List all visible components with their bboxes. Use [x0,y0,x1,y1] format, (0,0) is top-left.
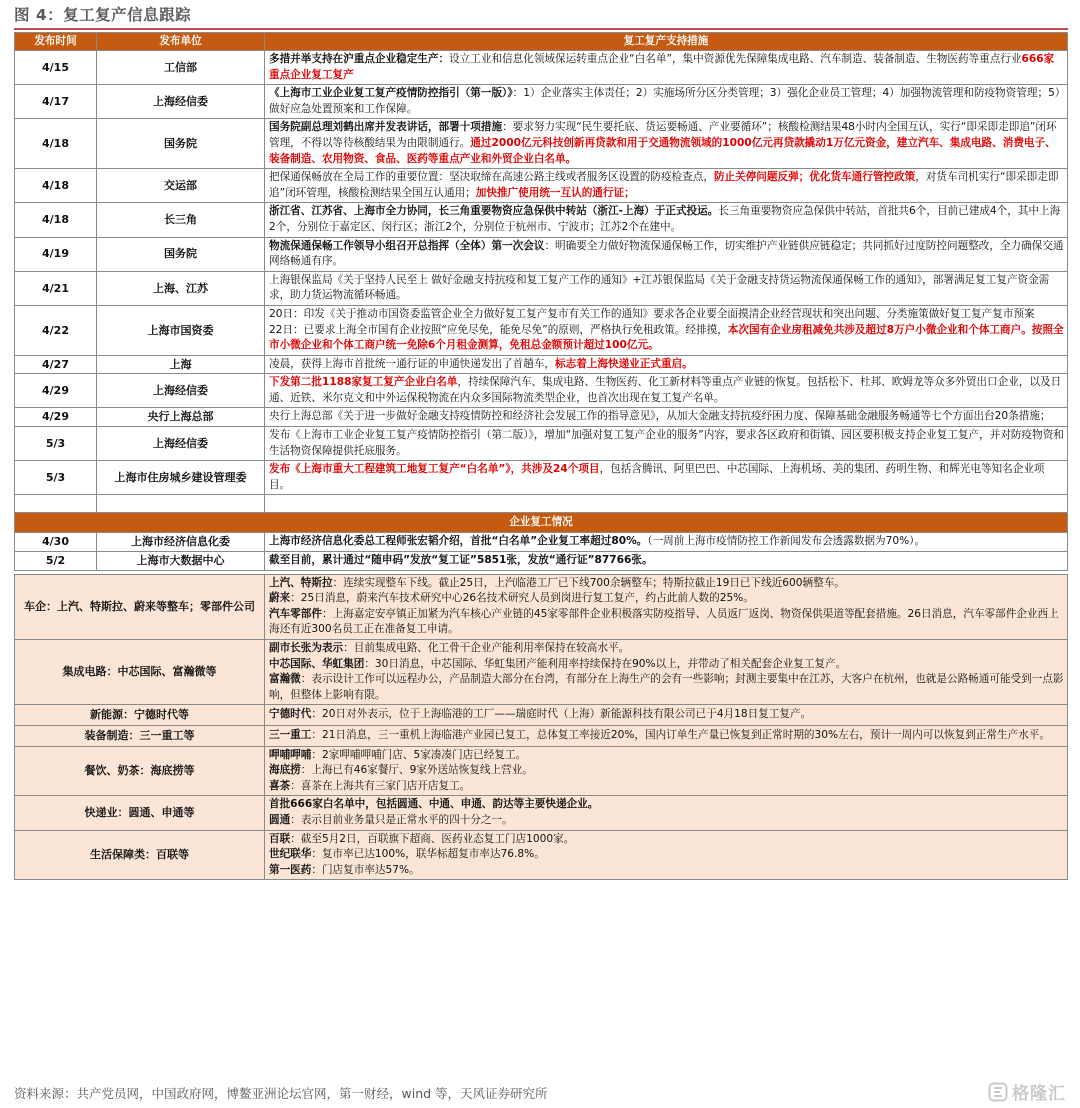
table-row [15,271,1068,305]
sector-line [269,672,1064,703]
date-cell: 4/17 [15,85,97,119]
bold-text: 浙江省、江苏省、上海市全力协同，长三角重要物资应急保供中转站（浙江-上海）于正式投运。 [269,205,719,218]
figure-title: 图 4：复工复产信息跟踪 [14,0,1068,30]
empty-cell [97,495,265,513]
body-text: ：上海嘉定安亭镇正加紧为汽车核心产业链的45家零部件企业积极落实防疫指导、人员返厂返岗、物资保供渠道等配套措施。26日消息，汽车零部件企业西上海还有近300名员工正在准备复工申请。 [269,607,1059,636]
body-text: ：25日消息，蔚来汽车技术研究中心26名技术研究人员到岗进行复工复产，约占此前人数的25%。 [290,592,754,605]
org-cell: 上海经信委 [97,85,265,119]
date-cell: 4/30 [15,533,97,552]
measure-cell [265,119,1068,169]
sector-row [15,574,1068,639]
sector-line [269,591,1064,607]
table-row [15,305,1068,355]
sector-detail [265,746,1068,796]
body-text: ：20日对外表示，位于上海临港的工厂——瑞庭时代（上海）新能源科技有限公司已于4月18日复工复产。 [311,708,812,721]
table-row [15,85,1068,119]
bold-text: 世纪联华 [269,848,312,861]
logo-text: 格隆汇 [1012,1084,1066,1104]
bold-text: 三一重工 [269,728,312,741]
table-row [15,203,1068,237]
highlight-text: 标志着上海快递业正式重启。 [555,357,693,370]
source-note: 资料来源：共产党员网，中国政府网，博鳌亚洲论坛官网，第一财经，wind 等，天风证券研究所 [14,1086,548,1101]
table-row [15,51,1068,85]
measure-cell [265,237,1068,271]
sector-detail [265,725,1068,746]
measure-cell [265,461,1068,495]
sector-detail [265,640,1068,705]
table-row [15,119,1068,169]
body-text: 把保通保畅放在全局工作的重要位置：坚决取缔在高速公路主线或者服务区设置的防疫检查点， [269,171,714,184]
sector-category: 新能源：宁德时代等 [15,705,265,726]
header-measures: 复工复产支持措施 [265,33,1068,51]
bold-text: 蔚来 [269,592,291,605]
org-cell: 长三角 [97,203,265,237]
measure-cell [265,374,1068,408]
body-text: ：要求努力实现“民生要托底、货运要畅通、产业要循环”；核酸检测结果48小时内全国互认，实行“即采即走即追”闭环管理，不得以等待核酸结果为由限制通行。 [269,121,1057,149]
org-cell: 上海经信委 [97,374,265,408]
measure-cell [265,85,1068,119]
table-row [15,552,1068,571]
sector-line [269,797,1064,813]
measure-cell [265,355,1068,374]
logo-icon [988,1082,1008,1102]
bold-text: 呷哺呷哺 [269,748,312,761]
org-cell: 上海市国资委 [97,305,265,355]
date-cell: 4/18 [15,119,97,169]
bold-text: 百联 [269,832,291,845]
org-cell: 上海 [97,355,265,374]
sector-line [269,707,1064,723]
org-cell: 上海、江苏 [97,271,265,305]
sector-detail [265,796,1068,830]
sector-category: 餐饮、奶茶：海底捞等 [15,746,265,796]
measure-cell [265,51,1068,85]
body-text: ，包括含腾讯、阿里巴巴、中芯国际、上海机场、美的集团、药明生物、和辉光电等知名企业项目。 [269,463,1045,491]
highlight-text: 发布《上海市重大工程建筑工地复工复产“白名单”》，共涉及24个项目 [269,463,600,476]
highlight-text: 通过2000亿元科技创新再贷款和用于交通物流领域的1000亿元再贷款撬动1万亿元资金，建立汽车、集成电路、消费电子、装备制造、农用物资、食品、医药等重点产业和外贸企业白名单。 [269,136,1056,165]
body-text: ：门店复市率达57%。 [311,863,420,876]
body-text: ：喜茶在上海共有三家门店开店复工。 [290,779,471,792]
measure-cell [265,305,1068,355]
highlight-text: 加快推广使用统一互认的通行证； [475,186,635,199]
bold-text: 富瀚微 [269,673,301,686]
table-header-row [15,33,1068,51]
date-cell: 4/22 [15,305,97,355]
body-text: ：上海已有46家餐厅、9家外送站恢复线上营业。 [300,764,533,777]
table-row [15,237,1068,271]
sector-line [269,641,1064,657]
empty-row [15,495,1068,513]
highlight-text: 666家重点企业复工复产 [269,53,1055,81]
bold-text: 喜茶 [269,779,291,792]
sector-line [269,863,1064,879]
date-cell: 4/29 [15,408,97,427]
body-text: 央行上海总部《关于进一步做好金融支持疫情防控和经济社会发展工作的指导意见》，从加大金融支持抗疫纾困力度、保障基础金融服务畅通等七个方面出台20条措施； [269,410,1051,423]
date-cell: 5/3 [15,427,97,461]
sector-category: 集成电路：中芯国际、富瀚微等 [15,640,265,705]
org-cell: 国务院 [97,237,265,271]
header-org: 发布单位 [97,33,265,51]
table-row [15,408,1068,427]
highlight-text: 本次国有企业房租减免共涉及超过8万户小微企业和个体工商户。按照全市小微企业和个体工商户统一免除6个月租金测算，免租总金额预计超过100亿元。 [269,323,1064,352]
sector-row [15,725,1068,746]
bold-text: 圆通 [269,813,291,826]
sector-line [269,779,1064,795]
bold-text: 副市长张为表示 [269,642,344,654]
org-cell: 央行上海总部 [97,408,265,427]
highlight-text: 防止关停问题反弹；优化货车通行管控政策 [713,171,916,184]
date-cell: 4/27 [15,355,97,374]
empty-cell [15,495,97,513]
bold-text: 上汽、特斯拉 [269,576,333,589]
sector-category: 生活保障类：百联等 [15,830,265,880]
sector-row [15,830,1068,880]
sector-line [269,728,1064,744]
bold-text: 物流保通保畅工作领导小组召开总指挥（全体）第一次会议 [269,239,545,252]
sector-row [15,796,1068,830]
date-cell: 4/18 [15,203,97,237]
sector-detail [265,705,1068,726]
sector-detail [265,830,1068,880]
org-cell: 上海市住房城乡建设管理委 [97,461,265,495]
body-text: ：目前集成电路、化工骨干企业产能利用率保持在较高水平。 [343,642,630,654]
date-cell: 4/15 [15,51,97,85]
org-cell: 上海市大数据中心 [97,552,265,571]
empty-cell [265,495,1068,513]
sector-line [269,763,1064,779]
sector-line [269,847,1064,863]
org-cell: 国务院 [97,119,265,169]
bold-text: 国务院副总理刘鹤出席并发表讲话，部署十项措施 [269,121,503,134]
bold-text: 截至目前，累计通过“随申码”发放“复工证”5851张，发放“通行证”87766张。 [269,554,653,567]
bold-text: 多措并举支持在沪重点企业稳定生产： [269,53,450,65]
highlight-text: 下发第二批1188家复工复产企业白名单 [269,376,458,389]
date-cell: 4/29 [15,374,97,408]
body-text: ：明确要全力做好物流保通保畅工作，切实维护产业链供应链稳定；共同抓好过度防控问题整改，全力确保交通网络畅通有序。 [269,239,1064,268]
sector-line [269,607,1064,638]
bold-text: 首批666家白名单中，包括圆通、中通、申通、韵达等主要快递企业。 [269,798,599,811]
body-text: 发布《上海市工业企业复工复产疫情防控指引（第二版）》，增加“加强对复工复产企业的服务”内容，要求各区政府和街镇、园区要积极支持企业复工复产，并对防疫物资和生活物资保障提供托底服务。 [269,429,1064,457]
sector-detail [265,574,1068,639]
date-cell: 4/18 [15,169,97,203]
body-text: ，对货车司机实行“即采即走即追”闭环管理，核酸检测结果全国互认通用； [269,171,1059,199]
sector-line [269,832,1064,848]
sector-line [269,657,1064,673]
section-header-row [15,513,1068,533]
body-text: ，持续保障汽车、集成电路、生物医药、化工新材料等重点产业链的恢复。包括松下、杜邦、欧姆龙等众多外贸出口企业，以及日通、近铁、米尔克文和中外运保税物流在内众多国际物流类型企业，也首次出现在复工复产名单。 [269,376,1062,404]
body-text: 20日：印发《关于推动市国资委监管企业全力做好复工复产复市有关工作的通知》要求各企业要全面摸清企业经营现状和突出问题、分类施策做好复工复产复市预案 [269,307,1035,320]
org-cell: 交运部 [97,169,265,203]
section-header: 企业复工情况 [15,513,1068,533]
measure-cell [265,169,1068,203]
measure-cell [265,552,1068,571]
measure-cell [265,427,1068,461]
sector-line [269,576,1064,592]
sector-category: 快递业：圆通、申通等 [15,796,265,830]
bold-text: 《上海市工业企业复工复产疫情防控指引（第一版）》 [269,87,513,100]
table-row [15,533,1068,552]
header-date: 发布时间 [15,33,97,51]
bold-text: 宁德时代 [269,708,312,721]
measure-cell [265,271,1068,305]
body-text: 设立工业和信息化领域保运转重点企业“白名单”，集中资源优先保障集成电路、汽车制造、装备制造、生物医药等重点行业 [449,53,1022,65]
org-cell: 上海经信委 [97,427,265,461]
table-row [15,427,1068,461]
date-cell: 4/19 [15,237,97,271]
bold-text: 第一医药 [269,863,312,876]
bold-text: 上海市经济信息化委总工程师张宏韬介绍，首批“白名单”企业复工率超过80%。 [269,535,648,548]
org-cell: 上海市经济信息化委 [97,533,265,552]
table-row [15,355,1068,374]
table-row [15,169,1068,203]
body-text: ：30日消息，中芯国际、华虹集团产能利用率持续保持在90%以上，并带动了相关配套企业复工复产。 [364,657,847,670]
sector-row [15,746,1068,796]
measure-cell [265,408,1068,427]
sector-row [15,640,1068,705]
body-text: ：表示设计工作可以远程办公，产品制造大部分在台湾，有部分在上海生产的会有一些影响；封测主要集中在江苏，大客户在杭州，也就是公路畅通可能受到一点影响，但整体上影响有限。 [269,673,1064,701]
body-text: 上海银保监局《关于坚持人民至上 做好金融支持抗疫和复工复产工作的通知》+江苏银保监局《关于金融支持货运物流保通保畅工作的通知》，部署满足复工复产资金需求，助力货运物流循环畅通。 [269,273,1050,302]
bold-text: 汽车零部件 [269,607,322,620]
bold-text: 中芯国际、华虹集团 [269,657,365,670]
date-cell: 5/3 [15,461,97,495]
bold-text: 海底捞 [269,764,301,777]
body-text: ：表示目前业务量只是正常水平的四十分之一。 [290,813,513,826]
body-text: ：截至5月2日，百联旗下超商、医药业态复工门店1000家。 [290,832,575,845]
sector-category: 装备制造：三一重工等 [15,725,265,746]
body-text: （一周前上海市疫情防控工作新闻发布会透露数据为70%）。 [647,535,926,548]
watermark-logo [988,1079,1066,1104]
body-text: ：2家呷哺呷哺门店、5家凑凑门店已经复工。 [311,748,527,761]
body-text: 22日：已要求上海全市国有企业按照“应免尽免，能免尽免”的原则，严格执行免租政策。经排摸， [269,323,728,336]
measure-cell [265,533,1068,552]
sector-table [14,574,1068,881]
sector-row [15,705,1068,726]
body-text: 凌晨，获得上海市首批统一通行证的申通快递发出了首趟车， [269,357,556,370]
sector-category: 车企：上汽、特斯拉、蔚来等整车；零部件公司 [15,574,265,639]
sector-line [269,813,1064,829]
table-row [15,461,1068,495]
body-text: ：1）企业落实主体责任；2）实施场所分区分类管理；3）强化企业员工管理；4）加强物流管理和防疫物资管理；5）做好应急处置预案和工作保障。 [269,87,1061,115]
sector-line [269,748,1064,764]
org-cell: 工信部 [97,51,265,85]
measure-cell [265,203,1068,237]
body-text: ：连续实现整车下线。截止25日，上汽临港工厂已下线700余辆整车；特斯拉截止19日已下线近600辆整车。 [332,576,845,589]
date-cell: 4/21 [15,271,97,305]
body-text: ：21日消息，三一重机上海临港产业园已复工，总体复工率接近20%，国内订单生产量已恢复到正常时期的30%左右，预计一周内可以恢复到正常生产水平。 [311,728,1050,741]
table-row [15,374,1068,408]
body-text: 长三角重要物资应急保供中转站，首批共6个，目前已建成4个，其中上海2个，分别位于嘉定区、闵行区；浙江2个，分别位于杭州市、宁波市；江苏2个在建中。 [269,205,1061,233]
body-text: ：复市率已达100%，联华标超复市率达76.8%。 [311,848,545,861]
policy-table [14,32,1068,571]
date-cell: 5/2 [15,552,97,571]
policy-rows [15,51,1068,571]
